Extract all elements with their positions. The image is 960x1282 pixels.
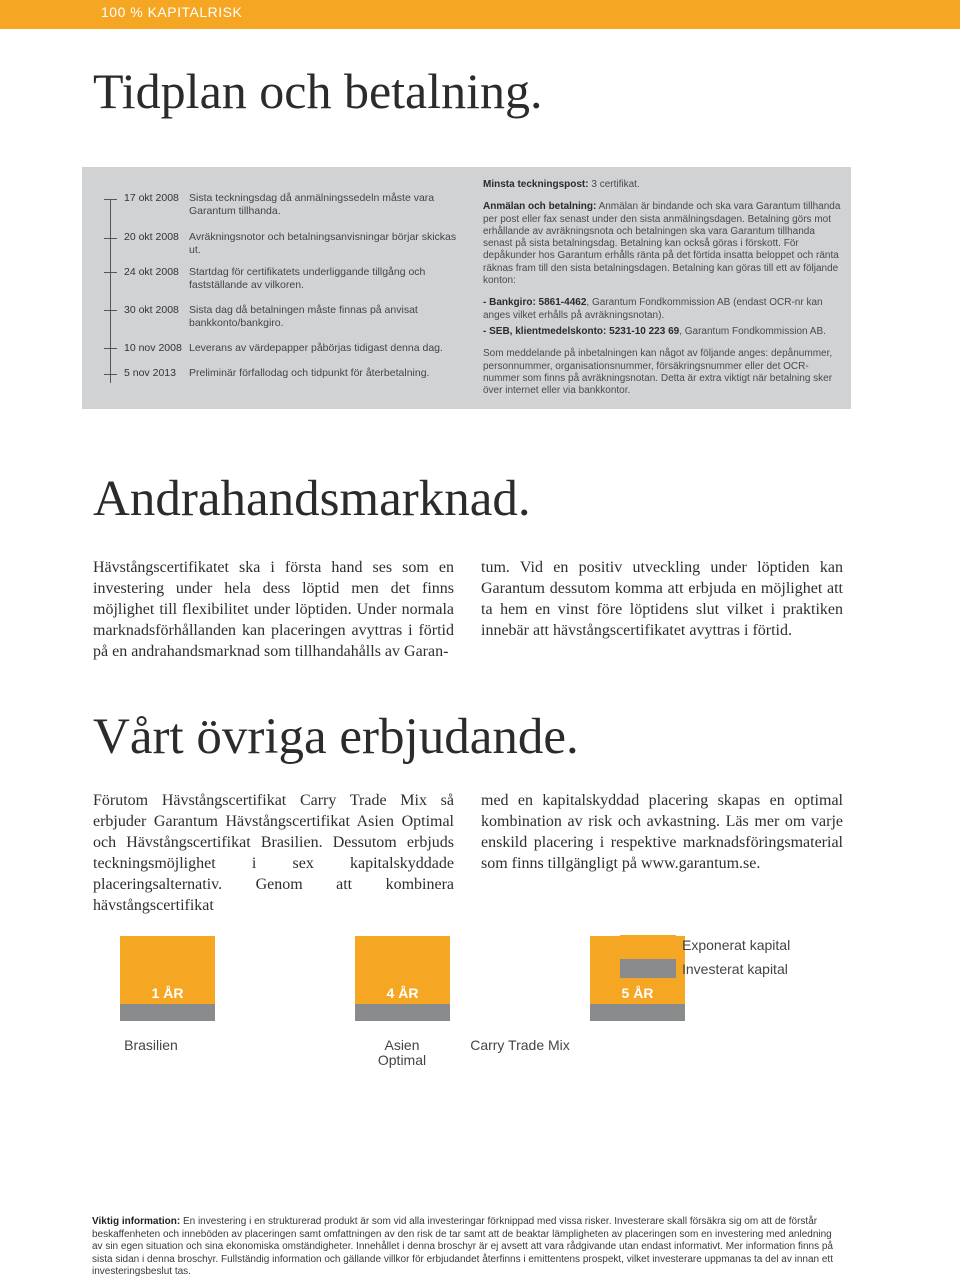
- category-label: Carry Trade Mix: [470, 1037, 570, 1053]
- bar-duration-label: 4 ÅR: [386, 985, 419, 1001]
- product-chart: [0, 925, 960, 1075]
- top-banner: [0, 0, 960, 29]
- bar-invested-capital: [120, 1004, 215, 1021]
- timeline-date: 24 okt 2008: [124, 266, 179, 278]
- other-offers-col2: med en kapitalskyddad placering skapas en optimal kombination av risk och avkastning. Läs mer om varje enskild placering i respektive marknadsföringsmaterial som finns tillgängligt på www.garantum.se.: [481, 792, 843, 872]
- timeline-tick: [104, 238, 117, 239]
- timeline-date: 5 nov 2013: [124, 367, 176, 379]
- bankgiro-text: , Garantum Fondkommission AB (endast OCR-nr kan anges vilket erhålls på avräkningsnotan).: [483, 297, 823, 321]
- timeline-box: [82, 167, 474, 409]
- registration-text: Anmälan är bindande och ska vara Garantum tillhanda per post eller fax senast under den sista anmälningsdagen. Betalning görs mot erhållande av avräkningsnota och betalningen ska vara Garantum tillhanda senast på sista betalningsdag. Betalning kan också göras i förskott. För depåkunder hos Garantum erhålls ränta på det förtida insatta beloppet och ränta räknas fram till den sista betalningsdagen. Betalning kan göras till ett av följande konton:: [483, 201, 841, 287]
- bar-invested-capital: [355, 1004, 450, 1021]
- timeline-text: Sista teckningsdag då anmälningssedeln måste vara Garantum tillhanda.: [189, 192, 435, 217]
- category-label: Asien: [384, 1037, 420, 1053]
- other-offers-col1: Förutom Hävstångscertifikat Carry Trade Mix så erbjuder Garantum Hävstångscertifikat Asien Optimal och Hävstångscertifikat Brasilien. Dessutom erbjuds teckningsmöjlighet i sex kapitalskyddade placeringsalternativ. Genom att kombinera hävstångscertifikat: [93, 792, 454, 914]
- section-title-schedule: Tidplan och betalning.: [93, 63, 543, 119]
- timeline-tick: [104, 374, 117, 375]
- bar-duration-label: 5 ÅR: [621, 985, 654, 1001]
- legend-label: Exponerat kapital: [682, 937, 791, 953]
- category-label: Optimal: [377, 1052, 427, 1068]
- important-information: [92, 1216, 844, 1279]
- timeline-text: Startdag för certifikatets underliggande tillgång och fastställande av vilkoren.: [189, 266, 426, 291]
- timeline-text: Leverans av värdepapper påbörjas tidigast denna dag.: [189, 342, 443, 354]
- timeline-text: Avräkningsnotor och betalningsanvisningar börjar skickas ut.: [189, 231, 457, 256]
- registration-label: Anmälan och betalning:: [483, 201, 597, 213]
- section-title-other-offers: Vårt övriga erbjudande.: [93, 709, 579, 765]
- secondary-market-col2: tum. Vid en positiv utveckling under löptiden kan Garantum dessutom komma att erbjuda en möjlighet att ta hem en vinst före löptidens slut vilket i praktiken innebär att hävstångscertifikatet avyttras i förtid.: [481, 559, 843, 639]
- footer-text: En investering i en strukturerad produkt är som vid alla investeringar förknippad med vissa risker. Investerare skall försäkra sig om att de förstår beskaffenheten och inneböden av placeringen samt omfattningen av den risk de tar samt att de beaktar lämpligheten av placeringen som en investering med anledning av sin egen situation och sina ekonomiska omständigheter. Innehållet i denna broschyr är ej avsett att vara rådgivande utan endast informativt. Mer information finns på sista sidan i denna broschyr. Fullständig information och gällande villkor för erbjudandet återfinns i emittentens prospekt, vilket investerare uppmanas ta del av innan ett investeringsbeslut tas.: [92, 1216, 833, 1277]
- bankgiro-label: - Bankgiro: 5861-4462: [483, 297, 587, 309]
- timeline-date: 30 okt 2008: [124, 304, 179, 316]
- timeline-tick: [104, 310, 117, 311]
- footer-label: Viktig information:: [92, 1216, 181, 1227]
- min-subscription-value: 3 certifikat.: [591, 179, 640, 190]
- category-label: Brasilien: [124, 1037, 178, 1053]
- timeline-date: 10 nov 2008: [124, 342, 182, 354]
- timeline-date: 20 okt 2008: [124, 231, 179, 243]
- legend-label: Investerat kapital: [682, 961, 788, 977]
- secondary-market-col1: Hävstångscertifikatet ska i första hand ses som en investering under hela dess löptid men det finns möjlighet till flexibilitet under löptiden. Under normala marknadsförhållanden kan placeringen avyttras i förtid på en andrahandsmarknad som tillhandahålls av Garan-: [93, 559, 454, 660]
- legend-swatch: [620, 935, 676, 954]
- timeline-text: Preliminär förfallodag och tidpunkt för återbetalning.: [189, 367, 430, 379]
- payment-note: Som meddelande på inbetalningen kan något av följande anges: depånummer, personnummer, organisationsnummer, försäkringsnummer eller det OCR-nummer som finns på avräkningsnotan. Detta är extra viktigt när betalning sker över internet eller via bankkontor.: [483, 348, 833, 397]
- bar-invested-capital: [590, 1004, 685, 1021]
- seb-account-text: , Garantum Fondkommission AB.: [679, 325, 826, 337]
- risk-label: 100 % KAPITALRISK: [101, 4, 243, 20]
- min-subscription-label: Minsta teckningspost:: [483, 179, 589, 190]
- section-title-secondary-market: Andrahandsmarknad.: [93, 471, 531, 527]
- timeline-tick: [104, 348, 117, 349]
- timeline-date: 17 okt 2008: [124, 192, 179, 204]
- timeline-text: Sista dag då betalningen måste finnas på anvisat bankkonto/bankgiro.: [189, 304, 418, 329]
- timeline-tick: [104, 199, 117, 200]
- timeline-line: [110, 199, 111, 383]
- legend-swatch: [620, 959, 676, 978]
- seb-account-label: - SEB, klientmedelskonto: 5231-10 223 69: [483, 325, 680, 337]
- timeline-tick: [104, 272, 117, 273]
- payment-info-box: [474, 167, 851, 409]
- bar-duration-label: 1 ÅR: [151, 985, 184, 1001]
